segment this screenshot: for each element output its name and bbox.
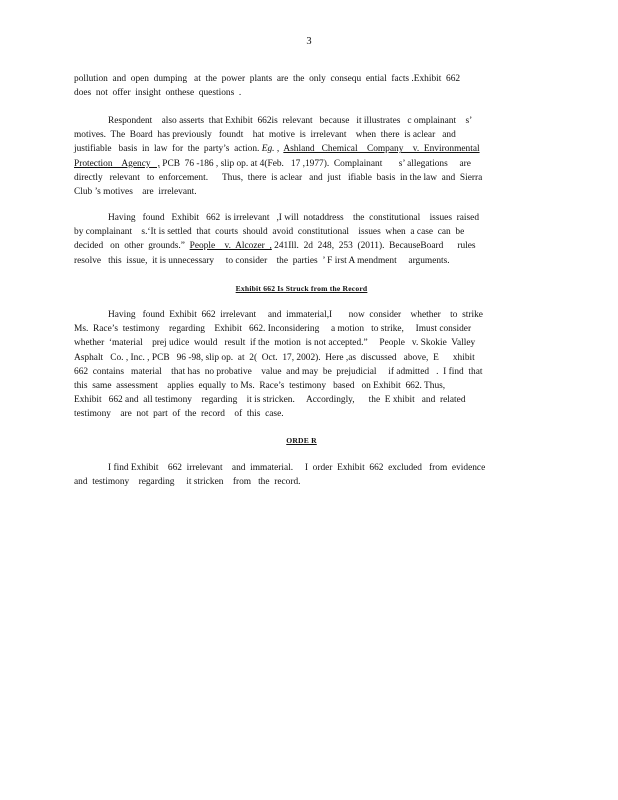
paragraph-line [74,142,529,156]
paragraph-line: motives. The Board has previously foundt hat motive is irrelevant when there is aclear and [74,130,456,141]
eg-signal: Eg. [261,144,275,155]
paragraph-line: Ms. Race’s testimony regarding Exhibit 662. Inconsidering a motion to strike, Imust consider [74,324,472,335]
paragraph-line: 662 contains material that has no probative value and may be prejudicial if admitted . I find that [74,366,483,377]
paragraph-line: I find Exhibit 662 irrelevant and immaterial. I order Exhibit 662 excluded from evidence [108,463,486,473]
case-citation-ashland-cont: Protection Agency , [74,158,160,169]
paragraph-line: resolve this issue, it is unnecessary to consider the parties ’ F irst A mendment arguments. [74,255,450,266]
paragraph-3 [74,211,529,268]
paragraph-line: does not offer insight onthese questions . [74,88,242,99]
paragraph-line: pollution and open dumping at the power plants are the only consequ ential facts .Exhibit 662 [74,74,461,84]
paragraph-line: whether ‘material prej udice would result if the motion is not accepted.” People v. Skokie Valley [74,338,476,349]
text-run: decided on other grounds.” [74,241,190,252]
text-run: PCB 76 -186 , slip op. at 4(Feb. 17 ,1977). Complainant s’ allegations are [159,158,471,169]
paragraph-line: Asphalt Co. , Inc. , PCB 96 -98, slip op. at 2( Oct. 17, 2002). Here ,as discussed above, E xhibit [74,352,475,363]
paragraph-line [74,239,529,253]
paragraph-4 [74,308,529,422]
paragraph-line: this same assessment applies equally to Ms. Race’s testimony based on Exhibit 662. Thus, [74,381,446,392]
paragraph-5 [74,461,529,489]
text-run: , [274,144,284,155]
case-citation-alcozer: People v. Alcozer , [189,241,272,252]
paragraph-line [74,157,529,171]
text-run: justifiable basis in law for the party’s action. [74,144,260,155]
paragraph-line: by complainant s.‘It is settled that courts should avoid constitutional issues when a case can be [74,227,465,238]
page-number: 3 [306,36,312,47]
paragraph-line: testimony are not part of the record of this case. [74,409,284,420]
case-citation-ashland: Ashland Chemical Company v. Environmental [283,144,480,155]
paragraph-2 [74,114,529,199]
section-heading-order: ORDE R [286,436,317,445]
paragraph-1 [74,72,529,100]
paragraph-line: Having found Exhibit 662 irrelevant and immaterial,I now consider whether to strike [108,310,483,320]
section-heading-exhibit-struck: Exhibit 662 Is Struck from the Record [235,284,368,293]
paragraph-line: Exhibit 662 and all testimony regarding it is stricken. Accordingly, the E xhibit and related [74,395,466,406]
text-run: 241Ill. 2d 248, 253 (2011). BecauseBoard rules [271,241,476,252]
paragraph-line: and testimony regarding it stricken from the record. [74,477,301,488]
paragraph-line: directly relevant to enforcement. Thus, there is aclear and just ifiable basis in the law and Sierra [74,172,483,183]
paragraph-line: Having found Exhibit 662 is irrelevant ,I will notaddress the constitutional issues raised [108,213,480,223]
paragraph-line: Club ’s motives are irrelevant. [74,187,197,198]
paragraph-line: Respondent also asserts that Exhibit 662is relevant because it illustrates c omplainant s’ [108,116,473,126]
